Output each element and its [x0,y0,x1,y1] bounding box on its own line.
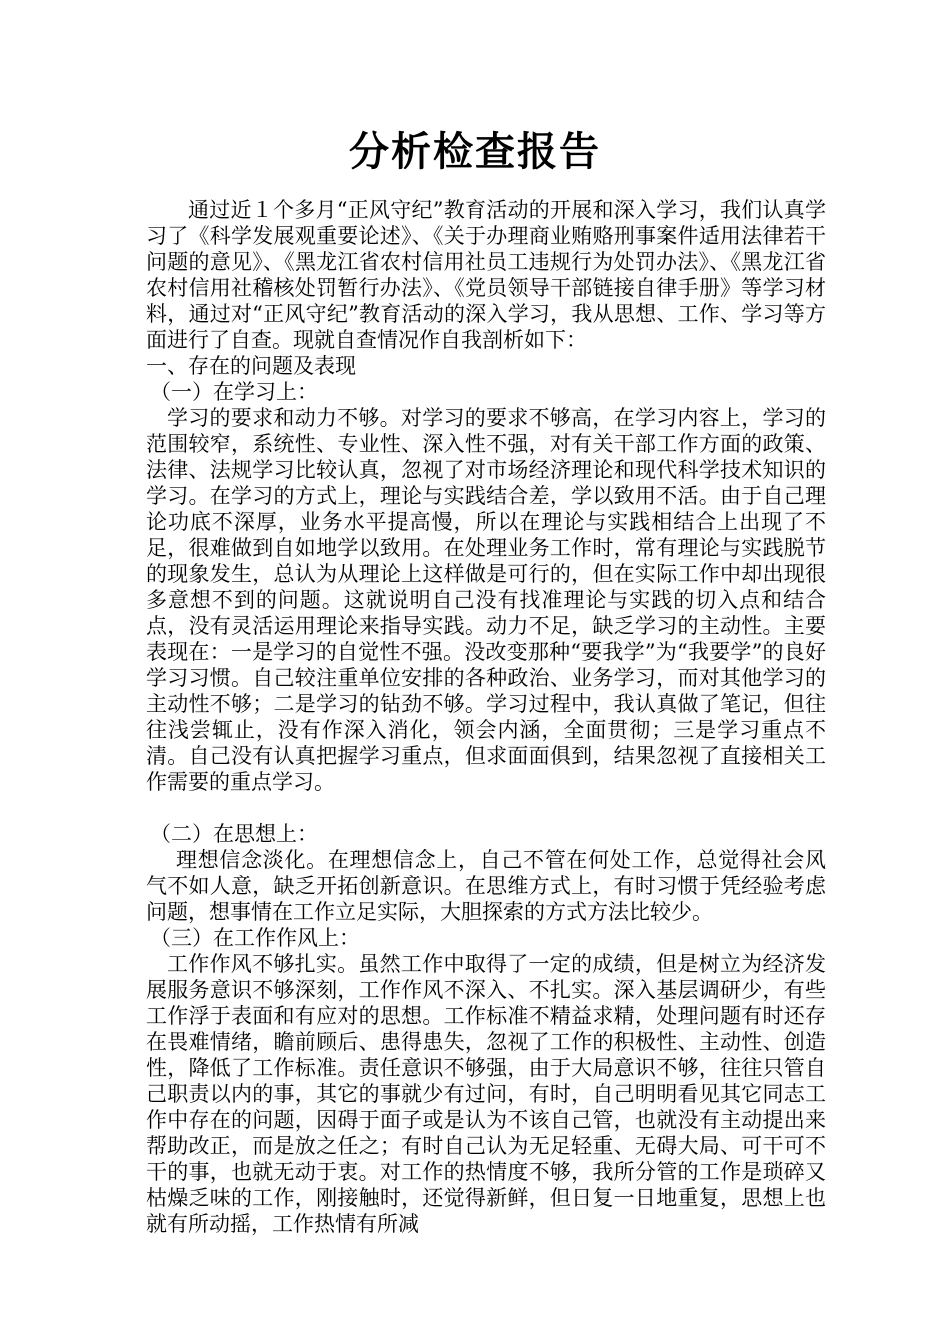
document-title: 分析检查报告 [349,128,601,175]
paragraph-work-style: 工作作风不够扎实。虽然工作中取得了一定的成绩，但是树立为经济发展服务意识不够深刻，工作作风不深入、不扎实。深入基层调研少，有些工作浮于表面和有应对的思想。工作标准不精益求精，处理问题有时还存在畏难情绪，瞻前顾后、患得患失，忽视了工作的积极性、主动性、创造性，降低了工作标准。责任意识不够强，由于大局意识不够，往往只管自己职责以内的事，其它的事就少有过问，有时，自己明明看见其它同志工作中存在的问题，因碍于面子或是认为不该自己管，也就没有主动提出来帮助改正，而是放之任之；有时自己认为无足轻重、无碍大局、可干可不干的事，也就无动于衷。对工作的热情度不够，我所分管的工作是琐碎又枯燥乏味的工作，刚接触时，还觉得新鲜，但日复一日地重复，思想上也就有所动摇，工作热情有所减 [146,952,826,1236]
subheading-work-style: （三）在工作作风上： [150,926,360,950]
intro-paragraph: 通过近１个多月“正风守纪”教育活动的开展和深入学习，我们认真学习了《科学发展观重要论述》、《关于办理商业贿赂刑事案件适用法律若干问题的意见》、《黑龙江省农村信用社员工违规行为处罚办法》、《黑龙江省农村信用社稽核处罚暂行办法》、《党员领导干部链接自律手册》等学习材料，通过对“正风守纪”教育活动的深入学习，我从思想、工作、学习等方面进行了自查。现就自查情况作自我剖析如下： [146,198,826,352]
paragraph-spacer [146,795,826,821]
paragraph-thought: 理想信念淡化。在理想信念上，自己不管在何处工作，总觉得社会风气不如人意，缺乏开拓创新意识。在思维方式上，有时习惯于凭经验考虑问题，想事情在工作立足实际，大胆探索的方式方法比较少。 [146,848,826,924]
section-heading-problems: 一、存在的问题及表现 [146,354,356,378]
subheading-thought: （二）在思想上： [150,822,318,846]
subheading-study: （一）在学习上： [150,380,318,404]
paragraph-study: 学习的要求和动力不够。对学习的要求不够高，在学习内容上，学习的范围较窄，系统性、专业性、深入性不强，对有关干部工作方面的政策、法律、法规学习比较认真，忽视了对市场经济理论和现代科学技术知识的学习。在学习的方式上，理论与实践结合差，学以致用不活。由于自己理论功底不深厚，业务水平提高慢，所以在理论与实践相结合上出现了不足，很难做到自如地学以致用。在处理业务工作时，常有理论与实践脱节的现象发生，总认为从理论上这样做是可行的，但在实际工作中却出现很多意想不到的问题。这就说明自己没有找准理论与实践的切入点和结合点，没有灵活运用理论来指导实践。动力不足，缺乏学习的主动性。主要表现在：一是学习的自觉性不强。没改变那种“要我学”为“我要学”的良好学习习惯。自己较注重单位安排的各种政治、业务学习，而对其他学习的主动性不够；二是学习的钻劲不够。学习过程中，我认真做了笔记，但往往浅尝辄止，没有作深入消化，领会内涵，全面贯彻；三是学习重点不清。自己没有认真把握学习重点，但求面面俱到，结果忽视了直接相关工作需要的重点学习。 [146,406,826,794]
document-body [146,197,826,1237]
